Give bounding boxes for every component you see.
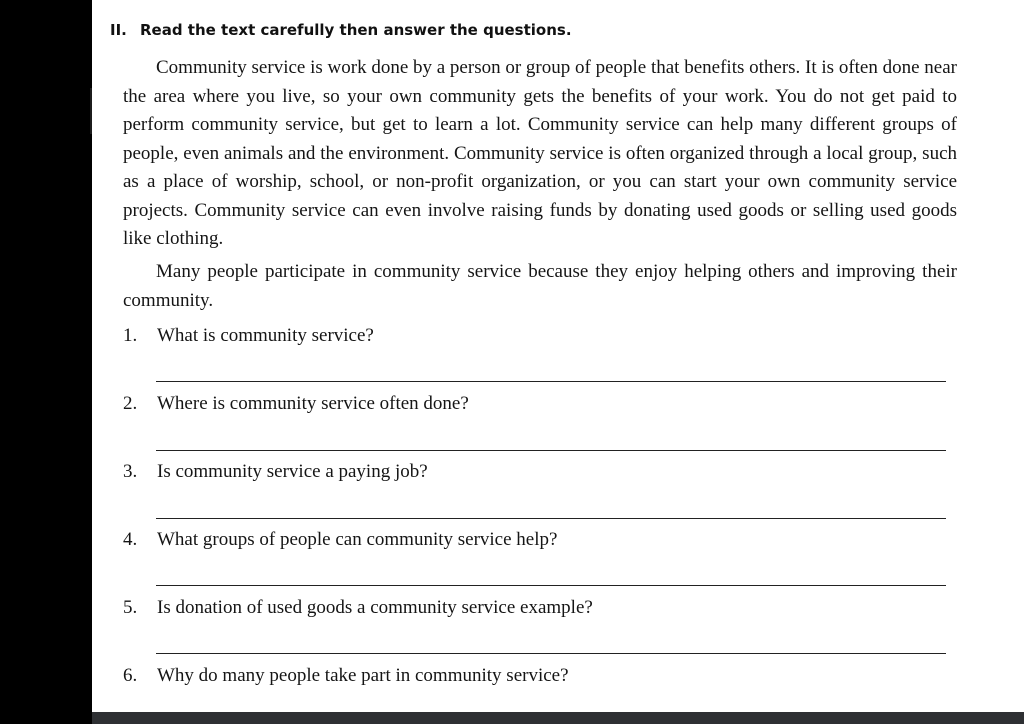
left-black-margin bbox=[0, 0, 92, 724]
question-text: Is community service a paying job? bbox=[157, 461, 428, 482]
question-1 bbox=[123, 325, 953, 347]
answer-line-4[interactable] bbox=[156, 585, 946, 586]
question-3 bbox=[123, 461, 953, 483]
question-number: 3. bbox=[123, 461, 138, 482]
section-heading bbox=[110, 21, 572, 39]
question-4 bbox=[123, 529, 953, 551]
passage-paragraph-2: Many people participate in community service because they enjoy helping others and improving their community. bbox=[123, 261, 957, 311]
question-text: What is community service? bbox=[157, 325, 374, 346]
worksheet-page bbox=[92, 0, 1024, 712]
question-text: What groups of people can community service help? bbox=[157, 529, 558, 550]
section-number: II. bbox=[110, 21, 127, 39]
answer-line-3[interactable] bbox=[156, 518, 946, 519]
question-number: 4. bbox=[123, 529, 138, 550]
question-6 bbox=[123, 665, 953, 687]
answer-line-1[interactable] bbox=[156, 381, 946, 382]
question-text: Why do many people take part in community service? bbox=[157, 665, 569, 686]
question-number: 2. bbox=[123, 393, 138, 414]
bottom-frame-edge bbox=[92, 712, 1024, 724]
question-number: 5. bbox=[123, 597, 138, 618]
answer-line-2[interactable] bbox=[156, 450, 946, 451]
answer-line-5[interactable] bbox=[156, 653, 946, 654]
passage-paragraph-1: Community service is work done by a person or group of people that benefits others. It is often done near the area where you live, so your own community gets the benefits of your work. You do not get paid to perform community service, but get to learn a lot. Community service can help many different groups of people, even animals and the environment. Community service is often organized through a local group, such as a place of worship, school, or non-profit organization, or you can start your own community service projects. Community service can even involve raising funds by donating used goods or selling used goods like clothing. bbox=[123, 57, 957, 249]
question-5 bbox=[123, 597, 953, 619]
section-instruction: Read the text carefully then answer the questions. bbox=[140, 21, 572, 39]
question-number: 1. bbox=[123, 325, 138, 346]
question-number: 6. bbox=[123, 665, 138, 686]
question-text: Where is community service often done? bbox=[157, 393, 469, 414]
question-2 bbox=[123, 393, 953, 415]
question-text: Is donation of used goods a community service example? bbox=[157, 597, 593, 618]
